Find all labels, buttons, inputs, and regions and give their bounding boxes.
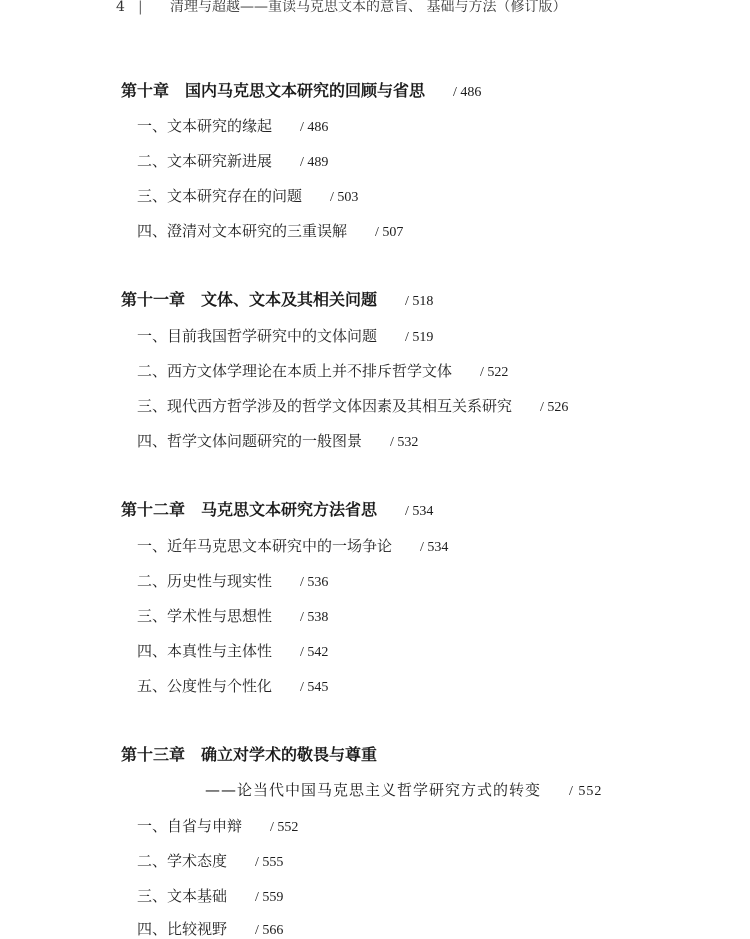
chapter-title: 确立对学术的敬畏与尊重 [201, 745, 378, 764]
entry-label: 三、学术性与思想性 [137, 607, 273, 625]
entry-page-ref: / 542 [300, 645, 329, 660]
entry-page-ref: / 519 [405, 330, 434, 345]
entry-label: 一、近年马克思文本研究中的一场争论 [137, 537, 393, 555]
entry-label: 一、目前我国哲学研究中的文体问题 [137, 327, 378, 345]
entry-page-ref: / 486 [300, 120, 329, 135]
entry-label: 四、比较视野 [137, 920, 228, 938]
entry-page-ref: / 526 [540, 400, 569, 415]
chapter-number: 第十三章 [121, 745, 186, 764]
entry-page-ref: / 532 [390, 435, 419, 450]
chapter-10-heading[interactable] [121, 78, 481, 101]
header-separator: | [138, 0, 143, 15]
entry-label: 五、公度性与个性化 [137, 677, 273, 695]
toc-entry[interactable] [137, 570, 328, 591]
entry-page-ref: / 536 [300, 575, 329, 590]
toc-entry[interactable] [137, 185, 358, 206]
toc-entry[interactable] [137, 535, 448, 556]
chapter-number: 第十章 [121, 81, 170, 100]
entry-label: 一、文本研究的缘起 [137, 117, 273, 135]
chapter-page-ref: / 518 [405, 294, 434, 309]
entry-label: 二、历史性与现实性 [137, 572, 273, 590]
subtitle-text: ——论当代中国马克思主义哲学研究方式的转变 [205, 781, 542, 799]
entry-page-ref: / 522 [480, 365, 509, 380]
toc-entry[interactable] [137, 815, 298, 836]
chapter-subtitle[interactable] [205, 779, 602, 800]
entry-page-ref: / 503 [330, 190, 359, 205]
toc-entry[interactable] [137, 675, 328, 696]
entry-page-ref: / 555 [255, 855, 284, 870]
toc-entry[interactable] [137, 115, 328, 136]
chapter-page-ref: / 552 [569, 784, 603, 799]
chapter-11-heading[interactable] [121, 287, 433, 310]
entry-page-ref: / 566 [255, 923, 284, 938]
entry-label: 四、本真性与主体性 [137, 642, 273, 660]
entry-label: 二、文本研究新进展 [137, 152, 273, 170]
entry-page-ref: / 507 [375, 225, 404, 240]
entry-label: 三、文本研究存在的问题 [137, 187, 303, 205]
entry-page-ref: / 538 [300, 610, 329, 625]
running-header [116, 0, 566, 16]
book-title: 清理与超越——重读马克思文本的意旨、 基础与方法（修订版） [170, 0, 567, 15]
toc-entry[interactable] [137, 395, 568, 416]
chapter-title: 马克思文本研究方法省思 [201, 500, 378, 519]
entry-page-ref: / 559 [255, 890, 284, 905]
toc-entry[interactable] [137, 640, 328, 661]
entry-label: 三、文本基础 [137, 887, 228, 905]
entry-label: 一、自省与申辩 [137, 817, 243, 835]
toc-entry[interactable] [137, 150, 328, 171]
toc-entry[interactable] [137, 605, 328, 626]
entry-page-ref: / 545 [300, 680, 329, 695]
chapter-number: 第十一章 [121, 290, 186, 309]
toc-entry[interactable] [137, 885, 283, 906]
chapter-page-ref: / 486 [453, 85, 482, 100]
page-number: 4 [116, 0, 125, 15]
chapter-13-heading[interactable] [121, 742, 377, 765]
chapter-12-heading[interactable] [121, 497, 433, 520]
entry-page-ref: / 534 [420, 540, 449, 555]
toc-entry[interactable] [137, 220, 403, 241]
toc-entry[interactable] [137, 850, 283, 871]
chapter-title: 国内马克思文本研究的回顾与省思 [185, 81, 426, 100]
entry-label: 二、学术态度 [137, 852, 228, 870]
chapter-number: 第十二章 [121, 500, 186, 519]
entry-label: 四、哲学文体问题研究的一般图景 [137, 432, 363, 450]
toc-entry[interactable] [137, 430, 418, 451]
entry-page-ref: / 489 [300, 155, 329, 170]
chapter-title: 文体、文本及其相关问题 [201, 290, 378, 309]
toc-entry[interactable] [137, 360, 508, 381]
entry-label: 二、西方文体学理论在本质上并不排斥哲学文体 [137, 362, 453, 380]
entry-label: 三、现代西方哲学涉及的哲学文体因素及其相互关系研究 [137, 397, 513, 415]
toc-entry[interactable] [137, 325, 433, 346]
toc-entry[interactable] [137, 918, 283, 939]
entry-page-ref: / 552 [270, 820, 299, 835]
chapter-page-ref: / 534 [405, 504, 434, 519]
entry-label: 四、澄清对文本研究的三重误解 [137, 222, 348, 240]
